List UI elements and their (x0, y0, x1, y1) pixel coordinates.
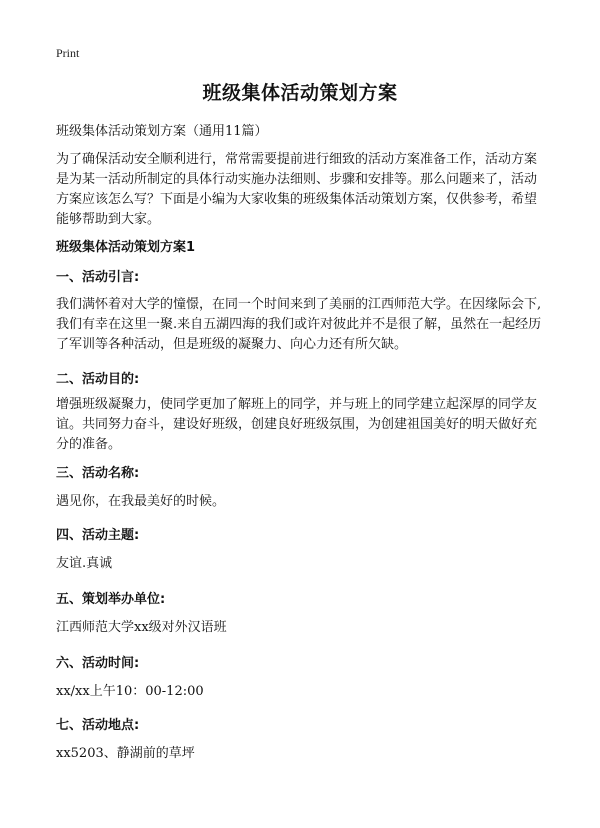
article-heading: 班级集体活动策划方案1 (56, 240, 196, 255)
section-1-body: 我们满怀着对大学的憧憬，在同一个时间来到了美丽的江西师范大学。在因缘际会下,我们有幸在这里一聚.来自五湖四海的我们或许对彼此并不是很了解，虽然在一起经历了军训等各种活动，但是班级的凝聚力、向心力还有所欠缺。 (56, 297, 542, 352)
print-link[interactable]: Print (56, 46, 80, 60)
intro-paragraph: 为了确保活动安全顺利进行，常常需要提前进行细致的活动方案准备工作，活动方案是为某一活动所制定的具体行动实施办法细则、步骤和安排等。那么问题来了，活动方案应该怎么写？下面是小编为大家收集的班级集体活动策划方案，仅供参考，希望能够帮助到大家。 (56, 152, 538, 227)
section-5-body: 江西师范大学xx级对外汉语班 (56, 620, 227, 635)
section-7-title: 七、活动地点: (56, 718, 140, 733)
section-4-title: 四、活动主题: (56, 528, 140, 543)
section-5-title: 五、策划举办单位: (56, 592, 166, 607)
section-3-title: 三、活动名称: (56, 466, 140, 481)
section-2-body: 增强班级凝聚力，使同学更加了解班上的同学，并与班上的同学建立起深厚的同学友谊。共同努力奋斗，建设好班级，创建良好班级氛围，为创建祖国美好的明天做好充分的准备。 (56, 397, 538, 452)
section-7-body: xx5203、静湖前的草坪 (56, 746, 195, 761)
section-1-title: 一、活动引言: (56, 270, 140, 285)
section-2-title: 二、活动目的: (56, 372, 140, 387)
section-6-body: xx/xx上午10：00-12:00 (56, 684, 204, 699)
document-subtitle: 班级集体活动策划方案（通用11篇） (56, 124, 268, 139)
page-title: 班级集体活动策划方案 (202, 82, 398, 104)
section-3-body: 遇见你，在我最美好的时候。 (56, 494, 226, 509)
section-6-title: 六、活动时间: (56, 656, 140, 671)
section-4-body: 友谊.真诚 (56, 556, 113, 571)
